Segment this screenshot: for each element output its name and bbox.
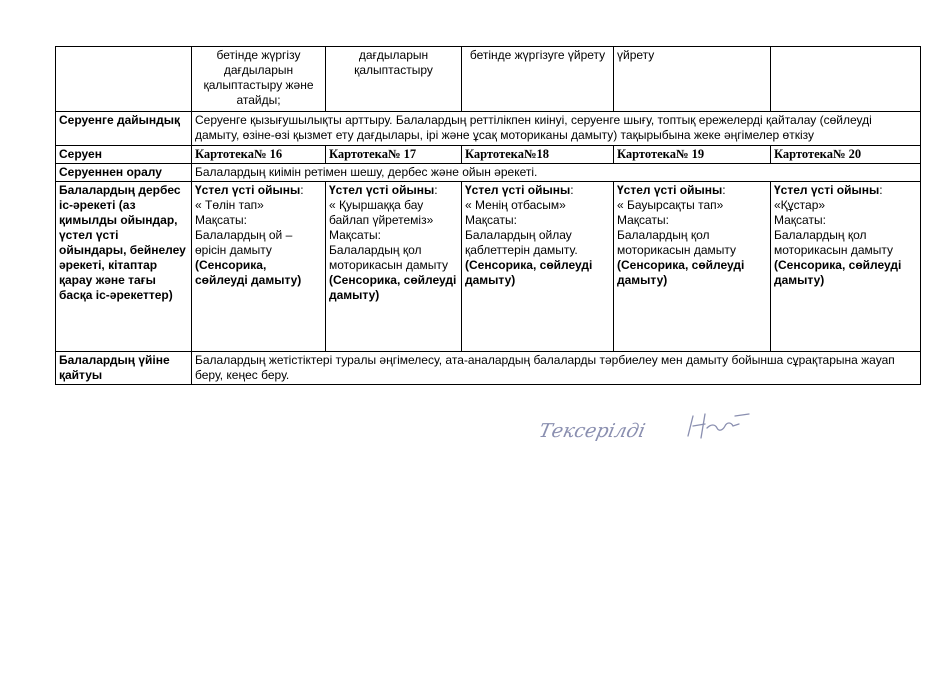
walk-card-17: Картотека№ 17 <box>326 146 462 164</box>
table-cell: бетінде жүргізу дағдыларын қалыптастыру және атайды; <box>192 47 326 112</box>
development-area: (Сенсорика, сөйлеуді дамыту) <box>195 258 302 287</box>
goal-text: Балалардың қол моторикасын дамыту <box>617 228 737 257</box>
game-name: « Төлін тап» <box>195 198 264 212</box>
goal-label: Мақсаты: <box>329 228 381 242</box>
table-cell <box>56 47 192 112</box>
table-row <box>56 352 921 385</box>
signature-word: Тексерілді <box>536 419 648 442</box>
development-area: (Сенсорика, сөйлеуді дамыту) <box>774 258 902 287</box>
game-label: Үстел үсті ойыны <box>774 183 880 197</box>
table-cell: бетінде жүргізуге үйрету <box>462 47 614 112</box>
table-row <box>56 182 921 352</box>
game-name: « Менің отбасым» <box>465 198 566 212</box>
daily-plan-table <box>55 46 921 385</box>
game-label: Үстел үсті ойыны <box>195 183 301 197</box>
return-text: Балалардың киімін ретімен шешу, дербес және ойын әрекеті. <box>192 164 921 182</box>
game-label: Үстел үсті ойыны <box>617 183 723 197</box>
table-row <box>56 146 921 164</box>
development-area: (Сенсорика, сөйлеуді дамыту) <box>465 258 593 287</box>
independent-col-4 <box>614 182 771 352</box>
go-home-text: Балалардың жетістіктері туралы әңгімелесу, ата-аналардың балаларды тәрбиелеу мен дамыту бойынша сұрақтарына жауап беру, кеңес беру. <box>192 352 921 385</box>
table-cell: үйрету <box>614 47 771 112</box>
independent-col-3 <box>462 182 614 352</box>
table-row <box>56 164 921 182</box>
row-label-walk: Серуен <box>56 146 192 164</box>
table-cell: дағдыларын қалыптастыру <box>326 47 462 112</box>
goal-label: Мақсаты: <box>774 213 826 227</box>
goal-text: Балалардың қол моторикасын дамыту <box>774 228 894 257</box>
game-name: « Бауырсақты тап» <box>617 198 724 212</box>
game-name: «Құстар» <box>774 198 826 212</box>
game-colon: : <box>300 183 304 197</box>
walk-prep-text: Серуенге қызығушылықты арттыру. Балалардың реттілікпен киінуі, серуенге шығу, топтық ережелерді қайталау (сөйлеуді дамыту, өзіне-өзі қызмет ету дағдылары, ірі және ұсақ моториканы дамыту) тақырыбына жеке әңгімелер өткізу <box>192 112 921 146</box>
game-colon: : <box>722 183 726 197</box>
independent-col-5 <box>771 182 921 352</box>
row-label-independent: Балалардың дербес іс-әрекеті (аз қимылды ойындар, үстел үсті ойындары, бейнелеу әрекеті, кітаптар қарау және тағы басқа іс-әрекеттер) <box>56 182 192 352</box>
goal-text: Балалардың ойлау қаблеттерін дамыту. <box>465 228 578 257</box>
game-name: « Қуыршаққа бау байлап үйретеміз» <box>329 198 434 227</box>
independent-col-1 <box>192 182 326 352</box>
walk-card-19: Картотека№ 19 <box>614 146 771 164</box>
goal-text: Балалардың қол моторикасын дамыту <box>329 243 449 272</box>
game-colon: : <box>879 183 883 197</box>
goal-text: Балалардың ой – өрісін дамыту <box>195 228 293 257</box>
row-label-go-home: Балалардың үйіне қайтуы <box>56 352 192 385</box>
independent-col-2 <box>326 182 462 352</box>
table-cell <box>771 47 921 112</box>
row-label-return: Серуеннен оралу <box>56 164 192 182</box>
signature-initials <box>688 414 749 438</box>
game-label: Үстел үсті ойыны <box>465 183 571 197</box>
walk-card-20: Картотека№ 20 <box>771 146 921 164</box>
game-colon: : <box>434 183 438 197</box>
game-colon: : <box>570 183 574 197</box>
goal-label: Мақсаты: <box>465 213 517 227</box>
goal-label: Мақсаты: <box>195 213 247 227</box>
goal-label: Мақсаты: <box>617 213 669 227</box>
table-row <box>56 112 921 146</box>
development-area: (Сенсорика, сөйлеуді дамыту) <box>617 258 745 287</box>
handwritten-signature <box>535 404 765 454</box>
walk-card-18: Картотека№18 <box>462 146 614 164</box>
walk-card-16: Картотека№ 16 <box>192 146 326 164</box>
row-label-walk-prep: Серуенге дайындық <box>56 112 192 146</box>
development-area: (Сенсорика, сөйлеуді дамыту) <box>329 273 457 302</box>
game-label: Үстел үсті ойыны <box>329 183 435 197</box>
table-row <box>56 47 921 112</box>
